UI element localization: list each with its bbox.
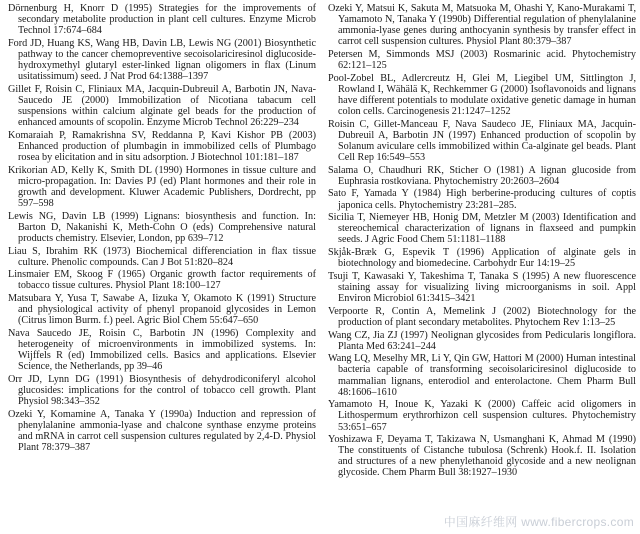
- reference-entry: Yamamoto H, Inoue K, Yazaki K (2000) Caffeic acid oligomers in Lithospermum erythrorhizon cell suspension cultures. Phytochemistry 53:651–657: [328, 399, 636, 433]
- reference-entry: Petersen M, Simmonds MSJ (2003) Rosmarinic acid. Phytochemistry 62:121–125: [328, 48, 636, 72]
- reference-entry: Matsubara Y, Yusa T, Sawabe A, Iizuka Y, Okamoto K (1991) Structure and physiological activity of phenyl propanoid glycosides in Lemon (Citrus limon Burm. f.) peel. Agric Biol Chem 55:647–650: [8, 293, 316, 327]
- reference-entry: Gillet F, Roisin C, Fliniaux MA, Jacquin-Dubreuil A, Barbotin JN, Nava-Saucedo JE (2000) Immobilization of Nicotiana tabacum cell suspensions within calcium alginate gel beads for the production of enhanced amounts of scopolin. Enzyme Microb Technol 26:229–234: [8, 83, 316, 129]
- reference-entry: Ozeki Y, Komamine A, Tanaka Y (1990a) Induction and repression of phenylalanine ammonia-lyase and chalcone synthase enzyme proteins and mRNA in carrot cell suspension cultures regulated by 2,4-D. Physiol Plant 78:379–387: [8, 408, 316, 454]
- reference-entry: Linsmaier EM, Skoog F (1965) Organic growth factor requirements of tobacco tissue cultures. Physiol Plant 18:100–127: [8, 269, 316, 292]
- reference-entry: Ford JD, Huang KS, Wang HB, Davin LB, Lewis NG (2001) Biosynthetic pathway to the cancer chemopreventive secoisolariciresinol diglucoside-hydroxymethyl glutaryl ester-linked lignan oligomers in flax (Linum usitatissimum) seed. J Nat Prod 64:1388–1397: [8, 37, 316, 83]
- reference-entry: Pool-Zobel BL, Adlercreutz H, Glei M, Liegibel UM, Sittlington J, Rowland I, Wähälä K, Rechkemmer G (2000) Isoflavonoids and lignans have different potentials to modulate oxidative genetic damage in human colon cells. Carcinogenesis 21:1247–1252: [328, 72, 636, 118]
- reference-entry: Sicilia T, Niemeyer HB, Honig DM, Metzler M (2003) Identification and stereochemical characterization of lignans in flaxseed and pumpkin seeds. J Agric Food Chem 51:1181–1188: [328, 212, 636, 246]
- reference-entry: Wang CZ, Jia ZJ (1997) Neolignan glycosides from Pedicularis longiflora. Planta Med 63:241–244: [328, 329, 636, 352]
- references-left-column: [8, 3, 316, 455]
- reference-entry: Yoshizawa F, Deyama T, Takizawa N, Usmanghani K, Ahmad M (1990) The constituents of Cistanche tubulosa (Schrenk) Hook.f. II. Isolation and structures of a new phenylethanoid glycoside and a new neolignan glycoside. Chem Pharm Bull 38:1927–1930: [328, 434, 636, 479]
- reference-entry: Krikorian AD, Kelly K, Smith DL (1990) Hormones in tissue culture and micro-propagation. In: Davies PJ (ed) Plant hormones and their role in growth and development. Kluwer Academic Publishers, Dordrecht, pp 597–598: [8, 164, 316, 209]
- reference-entry: Lewis NG, Davin LB (1999) Lignans: biosynthesis and function. In: Barton D, Nakanishi K, Meth-Cohn O (eds) Comprehensive natural products chemistry. Elsevier, London, pp 639–712: [8, 210, 316, 244]
- reference-entry: Dörnenburg H, Knorr D (1995) Strategies for the improvements of secondary metabolite production in plant cell cultures. Enzyme Microb Technol 17:674–684: [8, 3, 316, 37]
- reference-entry: Liau S, Ibrahim RK (1973) Biochemical differenciation in flax tissue culture. Phenolic compounds. Can J Bot 51:820–824: [8, 245, 316, 268]
- reference-entry: Tsuji T, Kawasaki Y, Takeshima T, Tanaka S (1995) A new fluorescence staining assay for visualizing living microorganisms in soil. Appl Environ Microbiol 61:3415–3421: [328, 270, 636, 305]
- reference-entry: Nava Saucedo JE, Roisin C, Barbotin JN (1996) Complexity and heterogeneity of microenvironments in immobilized systems. In: Wijffels R (ed) Immobilized cells. Basics and applications. Elsevier Science, the Netherlands, pp 39–46: [8, 327, 316, 373]
- reference-entry: Komaraiah P, Ramakrishna SV, Reddanna P, Kavi Kishor PB (2003) Enhanced production of plumbagin in immobilized cells of Plumbago rosea by elicitation and in situ adsorption. J Biotechnol 101:181–187: [8, 129, 316, 163]
- references-right-column: [328, 3, 636, 480]
- reference-entry: Skjåk-Bræk G, Espevik T (1996) Application of alginate gels in biotechnology and biomedecine. Carbohydr Eur 14:19–25: [328, 247, 636, 270]
- reference-entry: Wang LQ, Meselhy MR, Li Y, Qin GW, Hattori M (2000) Human intestinal bacteria capable of transforming secoisolariciresinol diglucoside to mammalian lignans, enterodiol and enterolactone. Chem Pharm Bull 48:1606–1610: [328, 353, 636, 398]
- reference-entry: Sato F, Yamada Y (1984) High berberine-producing cultures of coptis japonica cells. Phytochemistry 23:281–285.: [328, 188, 636, 211]
- reference-entry: Salama O, Chaudhuri RK, Sticher O (1981) A lignan glucoside from Euphrasia rostkoviana. Phytochemistry 20:2603–2604: [328, 164, 636, 187]
- site-watermark: 中国麻纤维网 www.fibercrops.com: [443, 515, 634, 529]
- reference-entry: Ozeki Y, Matsui K, Sakuta M, Matsuoka M, Ohashi Y, Kano-Murakami T, Yamamoto N, Tanaka Y (1990b) Differential regulation of phenylalanine ammonia-lyase genes during anthocyanin synthesis by transfer effect in carrot cell suspension cultures. Physiol Plant 80:379–387: [328, 3, 636, 48]
- reference-entry: Roisin C, Gillet-Manceau F, Nava Saudeco JE, Fliniaux MA, Jacquin-Dubreuil A, Barbotin JN (1997) Enhanced production of scopolin by Solanum aviculare cells immobilized within Ca-alginate gel beads. Plant Cell Rep 16:549–553: [328, 118, 636, 163]
- reference-entry: Orr JD, Lynn DG (1991) Biosynthesis of dehydrodiconiferyl alcohol glucosides: implications for the control of tobacco cell growth. Plant Physiol 98:343–352: [8, 373, 316, 408]
- reference-entry: Verpoorte R, Contin A, Memelink J (2002) Biotechnology for the production of plant secondary metabolites. Phytochem Rev 1:13–25: [328, 305, 636, 328]
